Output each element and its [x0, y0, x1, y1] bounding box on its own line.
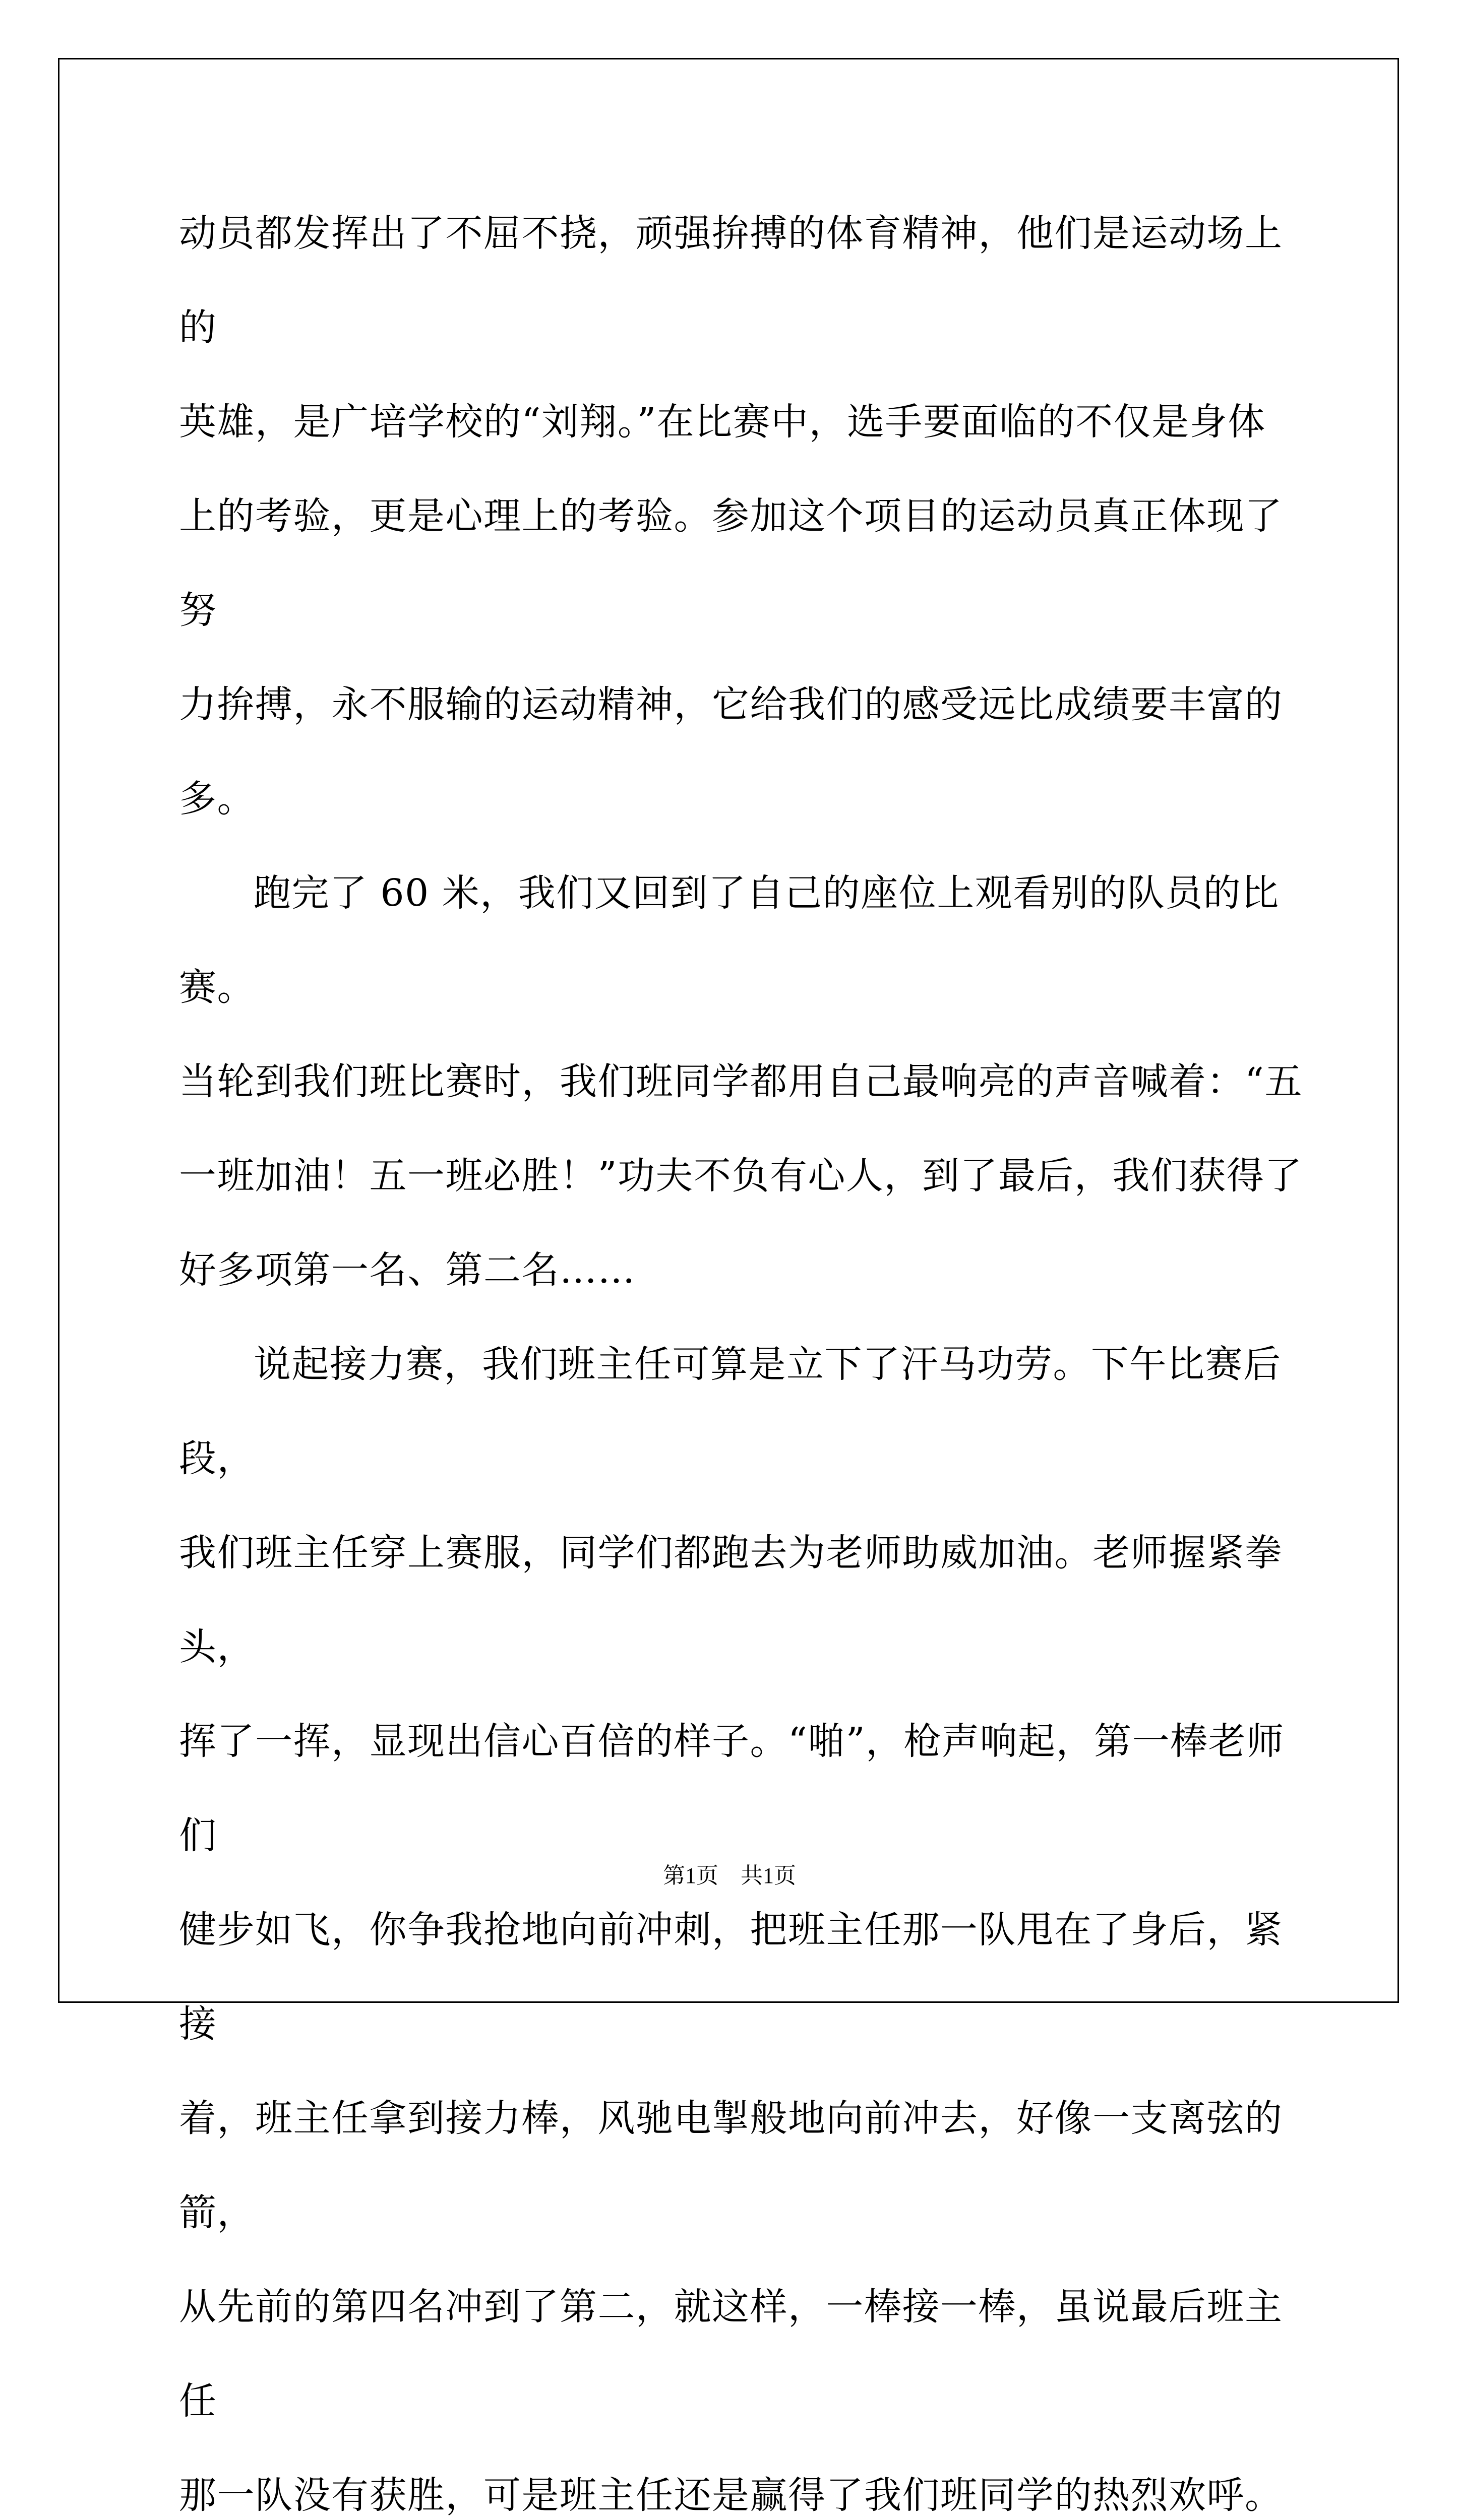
paragraph-1	[179, 186, 1313, 846]
text-line: 挥了一挥，显现出信心百倍的样子。“啪”，枪声响起，第一棒老师们	[179, 1720, 1285, 1857]
text-line: 那一队没有获胜，可是班主任还是赢得了我们班同学的热烈欢呼。	[179, 2474, 1283, 2517]
text-line: 好多项第一名、第二名……	[179, 1248, 636, 1292]
text-line: 我们班主任穿上赛服，同学们都跑去为老师助威加油。老师握紧拳头，	[179, 1531, 1283, 1669]
paragraph-2	[179, 846, 1313, 1317]
page-footer	[0, 1861, 1459, 1891]
text-line: 当轮到我们班比赛时，我们班同学都用自己最响亮的声音喊着：“五	[179, 1060, 1303, 1103]
text-line: 从先前的第四名冲到了第二，就这样，一棒接一棒，虽说最后班主任	[179, 2285, 1283, 2423]
page-total: 共1页	[741, 1863, 796, 1888]
text-line: 着，班主任拿到接力棒，风驰电掣般地向前冲去，好像一支离弦的箭，	[179, 2097, 1283, 2234]
page-number: 第1页	[663, 1863, 718, 1888]
text-line: 一班加油！五一班必胜！”功夫不负有心人，到了最后，我们获得了	[179, 1154, 1303, 1198]
text-line: 英雄，是广培学校的“刘翔。”在比赛中，选手要面临的不仅是身体	[179, 400, 1266, 444]
text-line: 跑完了 60 米，我们又回到了自己的座位上观看别的队员的比赛。	[179, 871, 1280, 1009]
document-body	[179, 186, 1313, 2520]
text-line: 力拚搏，永不服输的运动精神，它给我们的感受远比成绩要丰富的多。	[179, 683, 1283, 821]
text-line: 动员都发挥出了不屈不挠，顽强拚搏的体育精神，他们是运动场上的	[179, 212, 1283, 349]
text-line: 上的考验，更是心理上的考验。参加这个项目的运动员真正体现了努	[179, 494, 1283, 632]
text-line: 健步如飞，你争我抢地向前冲刺，把班主任那一队甩在了身后，紧接	[179, 1908, 1283, 2046]
text-line: 说起接力赛，我们班主任可算是立下了汗马功劳。下午比赛后段，	[179, 1343, 1282, 1480]
paragraph-3	[179, 1317, 1313, 2520]
